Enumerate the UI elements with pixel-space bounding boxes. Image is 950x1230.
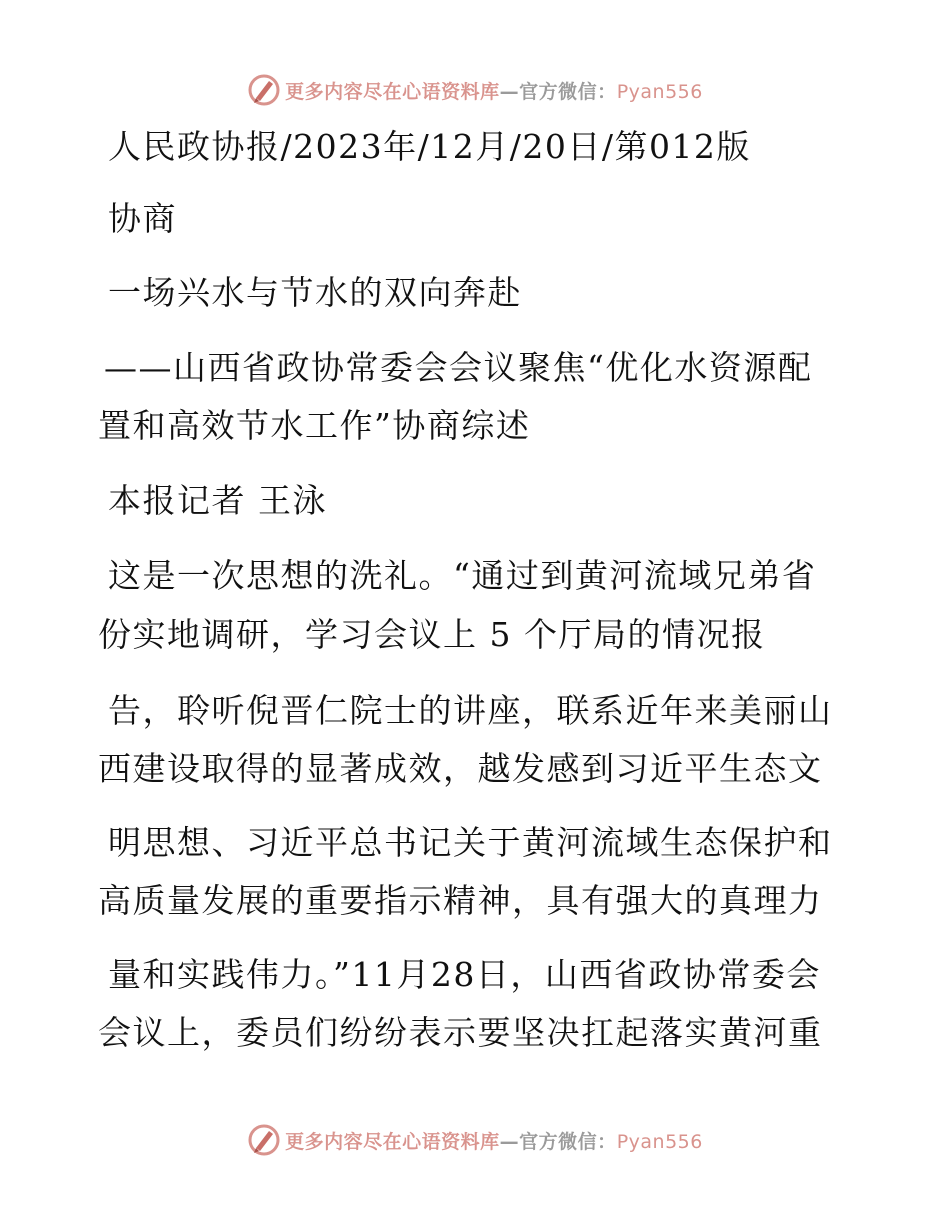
paragraph-line: 这是一次思想的洗礼。“通过到黄河流域兄弟省 [108,556,817,595]
pen-circle-logo-icon [247,73,281,107]
watermark-footer [0,1120,950,1160]
paragraph-line: 明思想、习近平总书记关于黄河流域生态保护和 [108,823,833,862]
article-subtitle-line-1: ——山西省政协常委会会议聚焦“优化水资源配 [104,348,813,387]
article-title: 一场兴水与节水的双向奔赴 [108,273,522,312]
watermark-text: 更多内容尽在心语资料库—官方微信：Pyan556 [285,80,703,103]
paragraph-line: 会议上，委员们纷纷表示要坚决扛起落实黄河重 [98,1013,823,1052]
source-line: 人民政协报/2023年/12月/20日/第012版 [108,127,751,166]
section-label: 协商 [108,199,177,238]
watermark-header [0,70,950,110]
paragraph-line: 量和实践伟力。”11月28日，山西省政协常委会 [108,955,821,994]
byline: 本报记者 王泳 [108,481,327,520]
watermark-text: 更多内容尽在心语资料库—官方微信：Pyan556 [285,1130,703,1153]
paragraph-line: 西建设取得的显著成效，越发感到习近平生态文 [98,749,823,788]
article-subtitle-line-2: 置和高效节水工作”协商综述 [98,406,531,445]
paragraph-line: 份实地调研，学习会议上 5 个厅局的情况报 [98,615,766,654]
pen-circle-logo-icon [247,1123,281,1157]
paragraph-line: 告，聆听倪晋仁院士的讲座，联系近年来美丽山 [108,691,833,730]
paragraph-line: 高质量发展的重要指示精神，具有强大的真理力 [98,881,823,920]
